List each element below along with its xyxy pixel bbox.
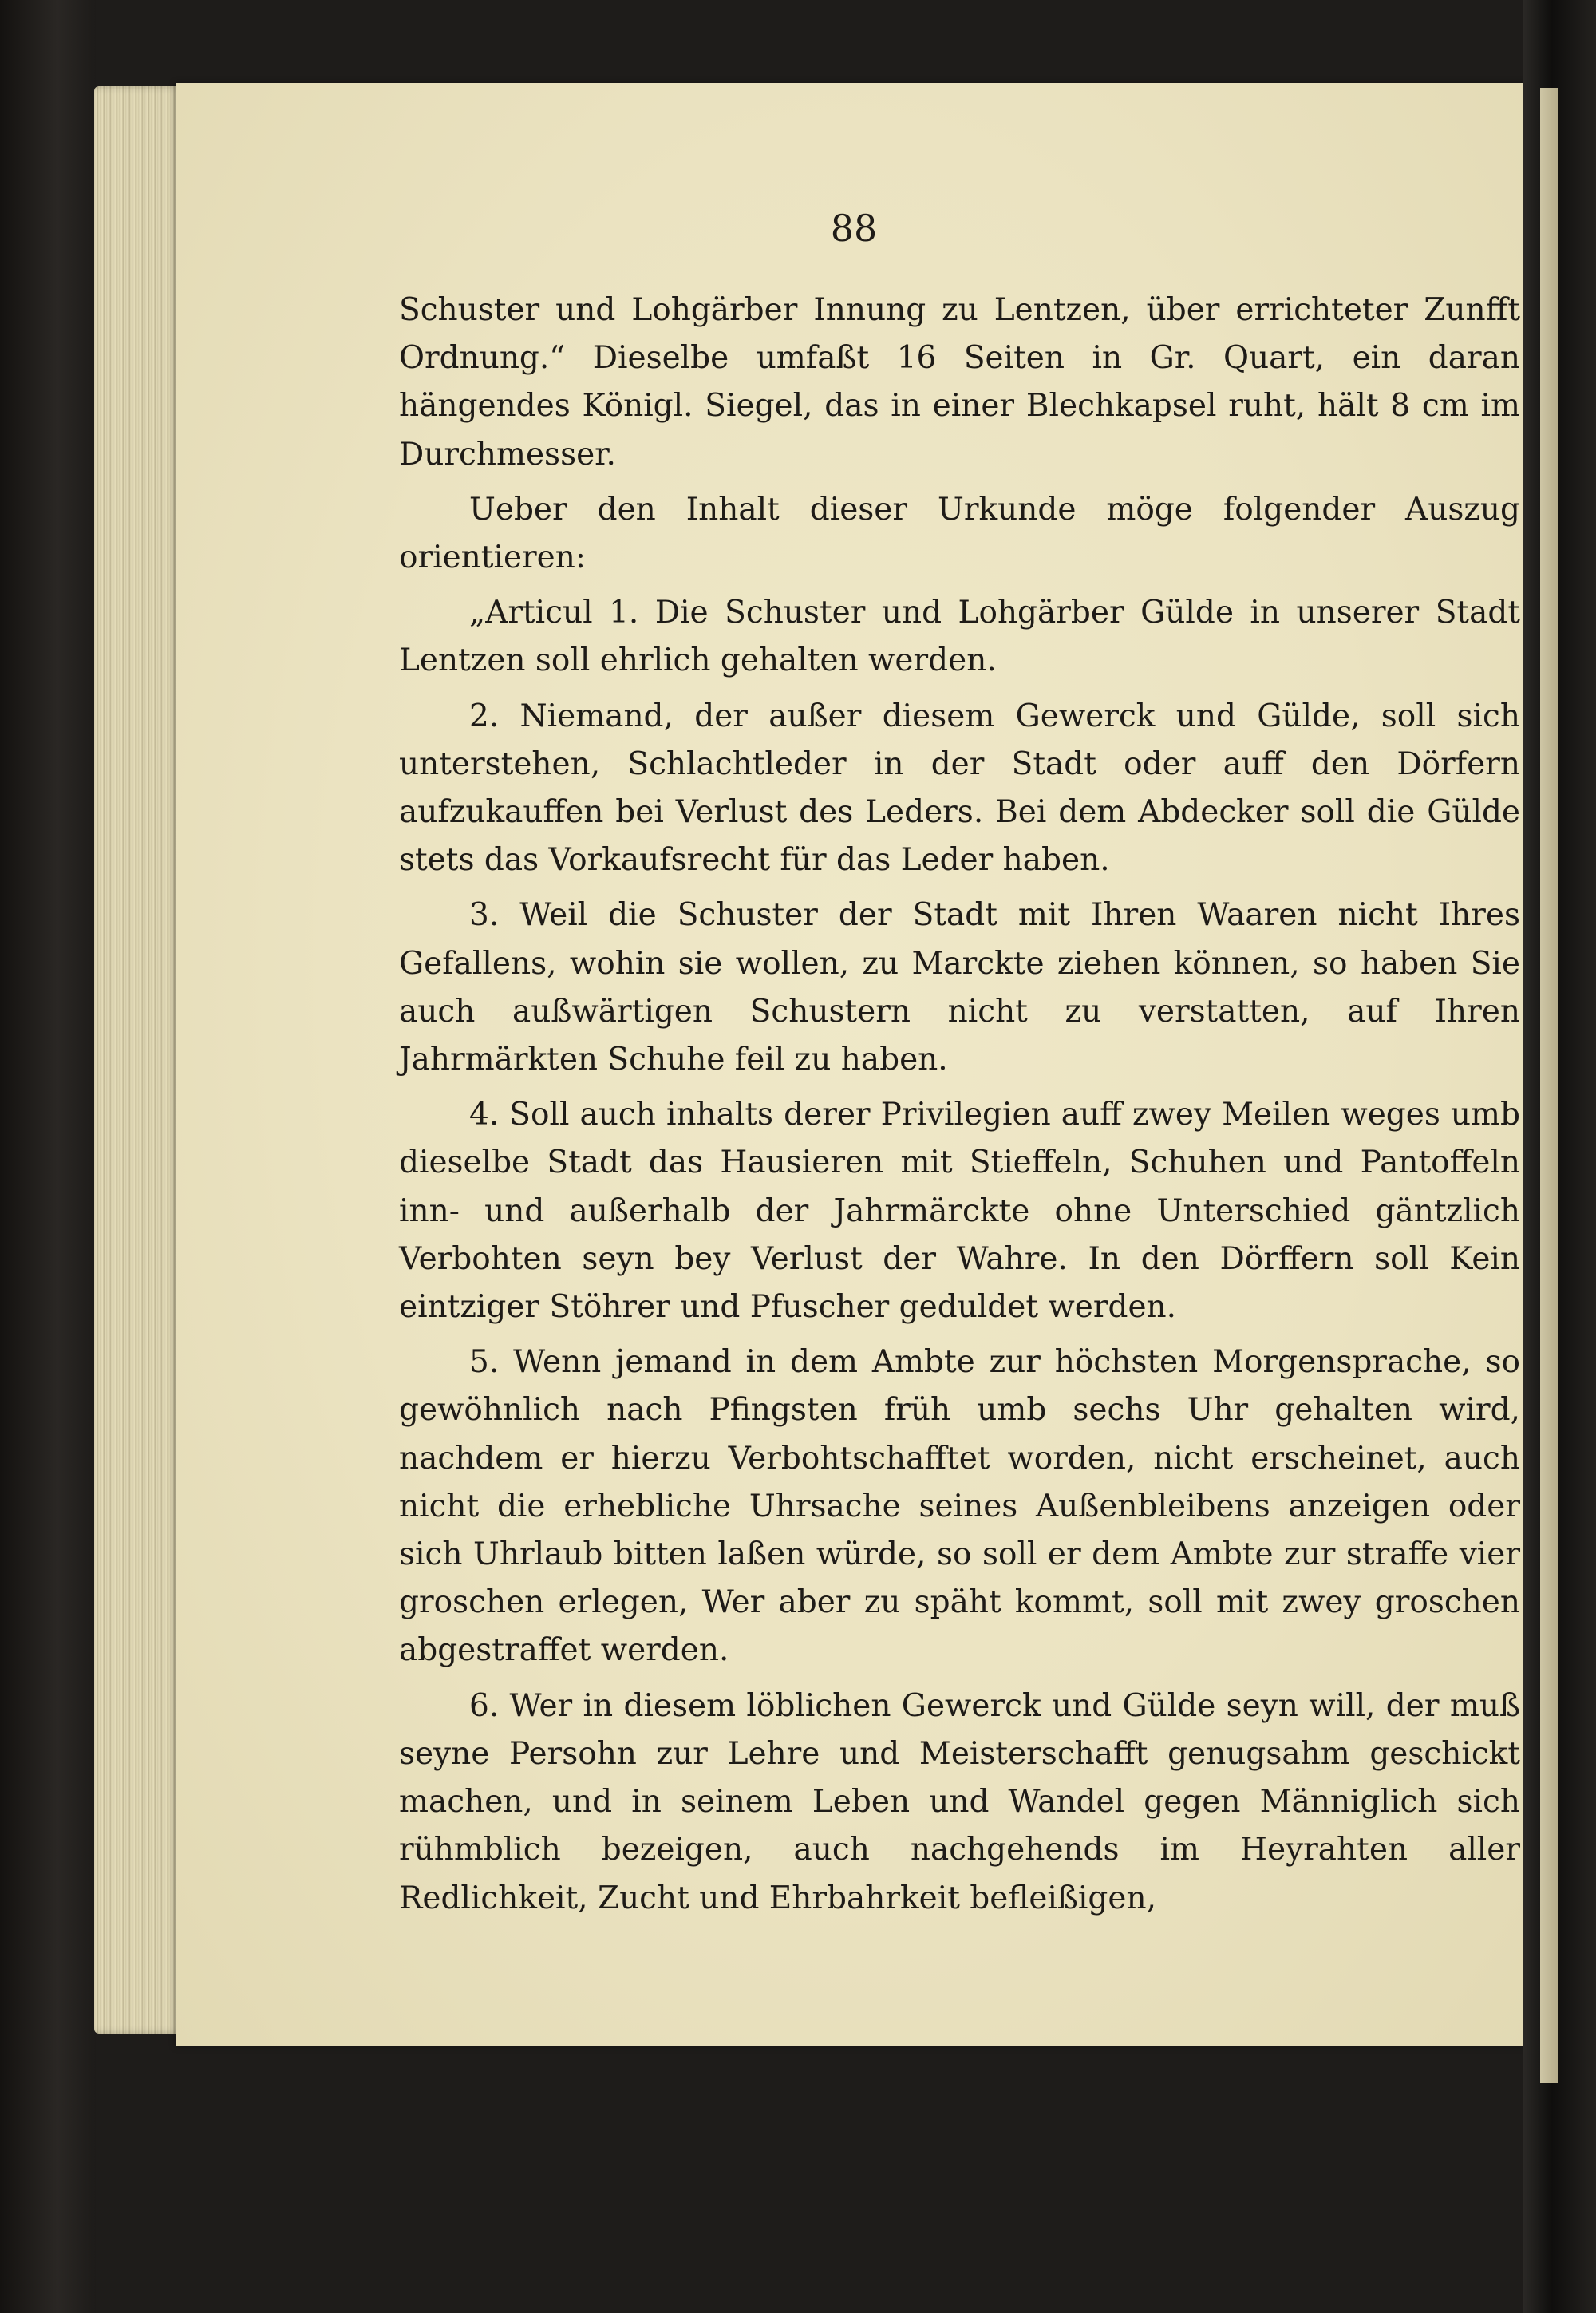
page-body-text xyxy=(399,287,1520,1923)
book-page xyxy=(176,83,1532,2046)
paragraph: 4. Soll auch inhalts derer Privilegien auff zwey Meilen weges umb dieselbe Stadt das Hausieren mit Stieffeln, Schuhen und Pantoffeln inn- und außerhalb der Jahrmärckte ohne Unterschied gäntzlich Verbohten seyn bey Verlust der Wahre. In den Dörffern soll Kein eintziger Stöhrer und Pfuscher geduldet werden. xyxy=(399,1097,1520,1326)
paragraph: 3. Weil die Schuster der Stadt mit Ihren Waaren nicht Ihres Gefallens, wohin sie wollen, zu Marckte ziehen können, so haben Sie auch außwärtigen Schustern nicht zu verstatten, auf Ihren Jahrmärkten Schuhe feil zu haben. xyxy=(399,897,1520,1078)
paragraph: 5. Wenn jemand in dem Ambte zur höchsten Morgensprache, so gewöhnlich nach Pfingsten früh umb sechs Uhr gehalten wird, nachdem er hierzu Verbohtschafftet worden, nicht erscheinet, auch nicht die erhebliche Uhrsache seines Außenbleibens anzeigen oder sich Uhrlaub bitten laßen würde, so soll er dem Ambte zur straffe vier groschen erlegen, Wer aber zu späht kommt, soll mit zwey groschen abgestraffet werden. xyxy=(399,1344,1520,1669)
page-stack-edges xyxy=(94,86,182,2034)
book-cover-edge xyxy=(0,0,96,2313)
facing-page-edge xyxy=(1540,88,1558,2083)
paragraph: „Articul 1. Die Schuster und Lohgärber Gülde in unserer Stadt Lentzen soll ehrlich gehalten werden. xyxy=(399,595,1520,679)
page-number: 88 xyxy=(830,207,878,250)
paragraph: Ueber den Inhalt dieser Urkunde möge folgender Auszug orientieren: xyxy=(399,491,1520,576)
paragraph: 2. Niemand, der außer diesem Gewerck und Gülde, soll sich unterstehen, Schlachtleder in der Stadt oder auff den Dörfern aufzukauffen bei Verlust des Leders. Bei dem Abdecker soll die Gülde stets das Vorkaufsrecht für das Leder haben. xyxy=(399,698,1520,879)
paragraph: 6. Wer in diesem löblichen Gewerck und Gülde seyn will, der muß seyne Persohn zur Lehre und Meisterschafft genugsahm geschickt machen, und in seinem Leben und Wandel gegen Männiglich sich rühmblich bezeigen, auch nachgehends im Heyrahten aller Redlichkeit, Zucht und Ehrbahrkeit befleißigen, xyxy=(399,1687,1520,1916)
book-gutter xyxy=(1523,0,1596,2313)
paragraph: Schuster und Lohgärber Innung zu Lentzen, über errichteter Zunfft Ordnung.“ Dieselbe umfaßt 16 Seiten in Gr. Quart, ein daran hängendes Königl. Siegel, das in einer Blechkapsel ruht, hält 8 cm im Durchmesser. xyxy=(399,292,1520,472)
